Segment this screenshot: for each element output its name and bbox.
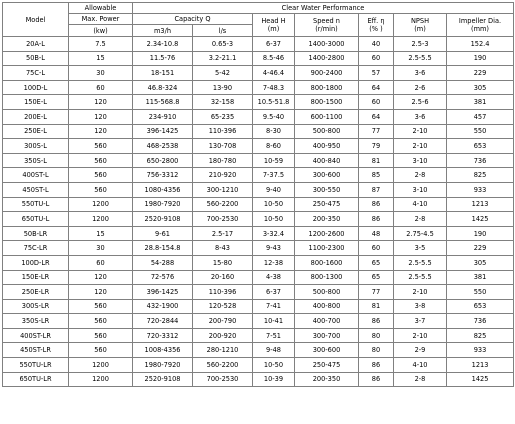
- cell-speed: 800-1300: [295, 270, 359, 285]
- table-row: [3, 95, 514, 110]
- cell-capacity-m3h: 396-1425: [133, 124, 193, 139]
- cell-efficiency: 81: [359, 153, 394, 168]
- cell-speed: 300-600: [295, 168, 359, 183]
- cell-speed: 300-600: [295, 343, 359, 358]
- cell-speed: 800-1500: [295, 95, 359, 110]
- cell-head: 10.5-51.8: [253, 95, 295, 110]
- cell-npsh: 2-10: [394, 124, 447, 139]
- cell-head: 9.5-40: [253, 109, 295, 124]
- cell-npsh: 4-10: [394, 358, 447, 373]
- cell-model: 650TU-LR: [3, 372, 69, 387]
- cell-speed: 900-2400: [295, 66, 359, 81]
- cell-npsh: 2-8: [394, 372, 447, 387]
- cell-npsh: 3-8: [394, 299, 447, 314]
- header-capacity-ls: l/s: [193, 25, 253, 37]
- cell-capacity-m3h: 720-2844: [133, 314, 193, 329]
- cell-model: 300S-L: [3, 139, 69, 154]
- cell-impeller-dia: 190: [447, 51, 514, 66]
- cell-max-power: 120: [69, 270, 133, 285]
- cell-efficiency: 48: [359, 226, 394, 241]
- table-row: [3, 358, 514, 373]
- cell-head: 10-39: [253, 372, 295, 387]
- cell-head: 7-51: [253, 328, 295, 343]
- cell-impeller-dia: 457: [447, 109, 514, 124]
- cell-max-power: 15: [69, 226, 133, 241]
- cell-capacity-m3h: 2520-9108: [133, 372, 193, 387]
- cell-impeller-dia: 653: [447, 139, 514, 154]
- cell-capacity-ls: 700-2530: [193, 372, 253, 387]
- cell-model: 450ST-L: [3, 182, 69, 197]
- cell-capacity-m3h: 28.8-154.8: [133, 241, 193, 256]
- cell-speed: 600-1100: [295, 109, 359, 124]
- cell-impeller-dia: 736: [447, 153, 514, 168]
- cell-model: 250E-LR: [3, 285, 69, 300]
- header-impeller-label: Impeller Dia.: [458, 17, 502, 25]
- cell-capacity-ls: 5-42: [193, 66, 253, 81]
- cell-impeller-dia: 825: [447, 328, 514, 343]
- cell-speed: 1200-2600: [295, 226, 359, 241]
- cell-head: 10-59: [253, 153, 295, 168]
- cell-impeller-dia: 229: [447, 66, 514, 81]
- cell-npsh: 3-6: [394, 66, 447, 81]
- cell-npsh: 3-7: [394, 314, 447, 329]
- cell-impeller-dia: 550: [447, 124, 514, 139]
- header-eff: [359, 14, 394, 37]
- table-row: [3, 124, 514, 139]
- cell-capacity-m3h: 468-2538: [133, 139, 193, 154]
- table-header: [3, 3, 514, 37]
- header-capacity: Capacity Q: [133, 14, 253, 25]
- cell-capacity-m3h: 1980-7920: [133, 358, 193, 373]
- cell-efficiency: 79: [359, 139, 394, 154]
- cell-impeller-dia: 305: [447, 80, 514, 95]
- header-allowable-2: Max. Power: [69, 14, 133, 25]
- cell-max-power: 560: [69, 328, 133, 343]
- header-npsh-unit: (m): [414, 25, 426, 33]
- cell-impeller-dia: 933: [447, 182, 514, 197]
- cell-npsh: 2-10: [394, 139, 447, 154]
- cell-capacity-m3h: 9-61: [133, 226, 193, 241]
- cell-model: 650TU-L: [3, 212, 69, 227]
- cell-head: 8.5-46: [253, 51, 295, 66]
- cell-impeller-dia: 1213: [447, 197, 514, 212]
- cell-efficiency: 60: [359, 95, 394, 110]
- cell-npsh: 2.5-3: [394, 37, 447, 52]
- cell-efficiency: 40: [359, 37, 394, 52]
- cell-capacity-ls: 0.65-3: [193, 37, 253, 52]
- cell-capacity-m3h: 720-3312: [133, 328, 193, 343]
- cell-model: 150E-LR: [3, 270, 69, 285]
- cell-capacity-ls: 110-396: [193, 124, 253, 139]
- cell-model: 200E-L: [3, 109, 69, 124]
- cell-efficiency: 86: [359, 372, 394, 387]
- table-row: [3, 343, 514, 358]
- cell-speed: 800-1800: [295, 80, 359, 95]
- cell-npsh: 2.5-5.5: [394, 51, 447, 66]
- cell-npsh: 4-10: [394, 197, 447, 212]
- cell-head: 7-41: [253, 299, 295, 314]
- cell-speed: 300-550: [295, 182, 359, 197]
- cell-speed: 250-475: [295, 358, 359, 373]
- cell-impeller-dia: 550: [447, 285, 514, 300]
- cell-model: 250E-L: [3, 124, 69, 139]
- header-row-2: [3, 14, 514, 25]
- cell-speed: 800-1600: [295, 255, 359, 270]
- table-row: [3, 372, 514, 387]
- header-speed: [295, 14, 359, 37]
- cell-speed: 1100-2300: [295, 241, 359, 256]
- table-body: [3, 37, 514, 387]
- header-row-1: [3, 3, 514, 14]
- table-row: [3, 153, 514, 168]
- cell-model: 350S-L: [3, 153, 69, 168]
- cell-model: 350S-LR: [3, 314, 69, 329]
- cell-model: 400ST-L: [3, 168, 69, 183]
- cell-model: 150E-L: [3, 95, 69, 110]
- cell-impeller-dia: 190: [447, 226, 514, 241]
- table-row: [3, 314, 514, 329]
- cell-model: 550TU-L: [3, 197, 69, 212]
- table-row: [3, 197, 514, 212]
- cell-head: 9-48: [253, 343, 295, 358]
- cell-impeller-dia: 381: [447, 270, 514, 285]
- cell-head: 9-40: [253, 182, 295, 197]
- cell-max-power: 560: [69, 314, 133, 329]
- cell-max-power: 7.5: [69, 37, 133, 52]
- cell-efficiency: 80: [359, 328, 394, 343]
- cell-model: 450ST-LR: [3, 343, 69, 358]
- cell-npsh: 2-6: [394, 80, 447, 95]
- cell-speed: 400-700: [295, 314, 359, 329]
- table-row: [3, 270, 514, 285]
- cell-impeller-dia: 229: [447, 241, 514, 256]
- cell-capacity-m3h: 756-3312: [133, 168, 193, 183]
- cell-impeller-dia: 305: [447, 255, 514, 270]
- cell-npsh: 2.5-5.5: [394, 255, 447, 270]
- cell-head: 8-30: [253, 124, 295, 139]
- cell-capacity-ls: 560-2200: [193, 358, 253, 373]
- cell-model: 300S-LR: [3, 299, 69, 314]
- cell-capacity-m3h: 234-910: [133, 109, 193, 124]
- cell-max-power: 15: [69, 51, 133, 66]
- cell-max-power: 560: [69, 299, 133, 314]
- cell-npsh: 3-5: [394, 241, 447, 256]
- cell-efficiency: 57: [359, 66, 394, 81]
- cell-model: 75C-L: [3, 66, 69, 81]
- header-eff-unit: (% ): [369, 25, 383, 33]
- cell-efficiency: 64: [359, 109, 394, 124]
- cell-capacity-ls: 130-708: [193, 139, 253, 154]
- cell-impeller-dia: 653: [447, 299, 514, 314]
- table-row: [3, 226, 514, 241]
- cell-speed: 200-350: [295, 212, 359, 227]
- cell-capacity-m3h: 115-568.8: [133, 95, 193, 110]
- cell-npsh: 3-10: [394, 182, 447, 197]
- cell-efficiency: 64: [359, 80, 394, 95]
- cell-impeller-dia: 933: [447, 343, 514, 358]
- cell-max-power: 1200: [69, 212, 133, 227]
- cell-capacity-ls: 280-1210: [193, 343, 253, 358]
- cell-head: 4-38: [253, 270, 295, 285]
- header-npsh-label: NPSH: [410, 17, 430, 25]
- cell-max-power: 120: [69, 285, 133, 300]
- cell-capacity-m3h: 396-1425: [133, 285, 193, 300]
- header-clear-water: Clear Water Performance: [133, 3, 514, 14]
- cell-efficiency: 60: [359, 241, 394, 256]
- cell-npsh: 2.75-4.5: [394, 226, 447, 241]
- table-row: [3, 299, 514, 314]
- cell-speed: 400-950: [295, 139, 359, 154]
- cell-model: 100D-LR: [3, 255, 69, 270]
- header-speed-label: Speed n: [313, 17, 340, 25]
- cell-capacity-ls: 180-780: [193, 153, 253, 168]
- table-row: [3, 241, 514, 256]
- cell-max-power: 120: [69, 124, 133, 139]
- cell-max-power: 1200: [69, 358, 133, 373]
- cell-impeller-dia: 1425: [447, 372, 514, 387]
- cell-efficiency: 86: [359, 197, 394, 212]
- cell-efficiency: 86: [359, 358, 394, 373]
- cell-head: 10-50: [253, 197, 295, 212]
- cell-impeller-dia: 1213: [447, 358, 514, 373]
- table-row: [3, 182, 514, 197]
- cell-efficiency: 86: [359, 314, 394, 329]
- cell-capacity-m3h: 1080-4356: [133, 182, 193, 197]
- cell-capacity-ls: 110-396: [193, 285, 253, 300]
- cell-max-power: 560: [69, 343, 133, 358]
- table-row: [3, 80, 514, 95]
- cell-impeller-dia: 381: [447, 95, 514, 110]
- cell-efficiency: 77: [359, 285, 394, 300]
- cell-capacity-ls: 15-80: [193, 255, 253, 270]
- cell-capacity-ls: 32-158: [193, 95, 253, 110]
- cell-npsh: 2-9: [394, 343, 447, 358]
- cell-head: 12-38: [253, 255, 295, 270]
- cell-efficiency: 77: [359, 124, 394, 139]
- cell-efficiency: 65: [359, 255, 394, 270]
- spec-table-container: [2, 2, 513, 387]
- cell-head: 6-37: [253, 37, 295, 52]
- cell-speed: 300-700: [295, 328, 359, 343]
- cell-capacity-ls: 300-1210: [193, 182, 253, 197]
- cell-capacity-ls: 13-90: [193, 80, 253, 95]
- cell-capacity-m3h: 46.8-324: [133, 80, 193, 95]
- cell-max-power: 30: [69, 66, 133, 81]
- cell-speed: 1400-2800: [295, 51, 359, 66]
- cell-impeller-dia: 1425: [447, 212, 514, 227]
- header-impeller: [447, 14, 514, 37]
- cell-npsh: 2-10: [394, 328, 447, 343]
- header-head-unit: (m): [267, 25, 280, 33]
- table-row: [3, 51, 514, 66]
- cell-efficiency: 81: [359, 299, 394, 314]
- cell-efficiency: 65: [359, 270, 394, 285]
- cell-model: 50B-L: [3, 51, 69, 66]
- cell-speed: 250-475: [295, 197, 359, 212]
- cell-capacity-ls: 200-920: [193, 328, 253, 343]
- cell-efficiency: 85: [359, 168, 394, 183]
- cell-max-power: 1200: [69, 372, 133, 387]
- cell-capacity-m3h: 11.5-76: [133, 51, 193, 66]
- header-head-label: Head H: [261, 17, 286, 25]
- cell-npsh: 3-6: [394, 109, 447, 124]
- cell-capacity-m3h: 54-288: [133, 255, 193, 270]
- cell-capacity-m3h: 18-151: [133, 66, 193, 81]
- cell-efficiency: 80: [359, 343, 394, 358]
- cell-head: 10-50: [253, 212, 295, 227]
- cell-head: 10-50: [253, 358, 295, 373]
- cell-capacity-m3h: 1980-7920: [133, 197, 193, 212]
- table-row: [3, 109, 514, 124]
- cell-efficiency: 60: [359, 51, 394, 66]
- cell-head: 4-46.4: [253, 66, 295, 81]
- cell-capacity-m3h: 432-1900: [133, 299, 193, 314]
- cell-capacity-m3h: 2.34-10.8: [133, 37, 193, 52]
- cell-capacity-ls: 210-920: [193, 168, 253, 183]
- cell-npsh: 2-10: [394, 285, 447, 300]
- cell-capacity-ls: 200-790: [193, 314, 253, 329]
- header-model: Model: [3, 3, 69, 37]
- cell-model: 550TU-LR: [3, 358, 69, 373]
- cell-capacity-ls: 2.5-17: [193, 226, 253, 241]
- cell-capacity-m3h: 1008-4356: [133, 343, 193, 358]
- cell-speed: 500-800: [295, 124, 359, 139]
- cell-max-power: 560: [69, 153, 133, 168]
- header-allowable-1: Allowable: [69, 3, 133, 14]
- cell-capacity-m3h: 2520-9108: [133, 212, 193, 227]
- cell-efficiency: 86: [359, 212, 394, 227]
- cell-max-power: 560: [69, 168, 133, 183]
- table-row: [3, 255, 514, 270]
- cell-model: 100D-L: [3, 80, 69, 95]
- header-eff-label: Eff. η: [367, 17, 385, 25]
- cell-speed: 400-840: [295, 153, 359, 168]
- cell-impeller-dia: 736: [447, 314, 514, 329]
- header-head: [253, 14, 295, 37]
- cell-head: 7-48.3: [253, 80, 295, 95]
- cell-npsh: 2-8: [394, 168, 447, 183]
- table-row: [3, 212, 514, 227]
- cell-capacity-m3h: 650-2800: [133, 153, 193, 168]
- cell-efficiency: 87: [359, 182, 394, 197]
- table-row: [3, 285, 514, 300]
- header-capacity-m3h: m3/h: [133, 25, 193, 37]
- cell-capacity-ls: 560-2200: [193, 197, 253, 212]
- header-npsh: [394, 14, 447, 37]
- cell-capacity-m3h: 72-576: [133, 270, 193, 285]
- cell-impeller-dia: 825: [447, 168, 514, 183]
- cell-max-power: 1200: [69, 197, 133, 212]
- cell-npsh: 2-8: [394, 212, 447, 227]
- cell-max-power: 120: [69, 95, 133, 110]
- cell-npsh: 2.5-6: [394, 95, 447, 110]
- table-row: [3, 139, 514, 154]
- table-row: [3, 37, 514, 52]
- cell-head: 10-41: [253, 314, 295, 329]
- header-power-unit: (kw): [69, 25, 133, 37]
- cell-capacity-ls: 8-43: [193, 241, 253, 256]
- cell-max-power: 120: [69, 109, 133, 124]
- cell-max-power: 30: [69, 241, 133, 256]
- header-impeller-unit: (mm): [471, 25, 490, 33]
- cell-capacity-ls: 20-160: [193, 270, 253, 285]
- cell-head: 8-60: [253, 139, 295, 154]
- cell-head: 7-37.5: [253, 168, 295, 183]
- cell-model: 400ST-LR: [3, 328, 69, 343]
- cell-max-power: 60: [69, 255, 133, 270]
- table-row: [3, 66, 514, 81]
- pump-performance-table: [2, 2, 514, 387]
- cell-max-power: 60: [69, 80, 133, 95]
- cell-capacity-ls: 65-235: [193, 109, 253, 124]
- cell-model: 50B-LR: [3, 226, 69, 241]
- cell-npsh: 3-10: [394, 153, 447, 168]
- cell-speed: 400-800: [295, 299, 359, 314]
- cell-head: 9-43: [253, 241, 295, 256]
- cell-capacity-ls: 3.2-21.1: [193, 51, 253, 66]
- header-speed-unit: (r/min): [315, 25, 338, 33]
- cell-speed: 500-800: [295, 285, 359, 300]
- cell-max-power: 560: [69, 182, 133, 197]
- table-row: [3, 168, 514, 183]
- cell-max-power: 560: [69, 139, 133, 154]
- cell-speed: 1400-3000: [295, 37, 359, 52]
- cell-capacity-ls: 700-2530: [193, 212, 253, 227]
- cell-speed: 200-350: [295, 372, 359, 387]
- cell-model: 75C-LR: [3, 241, 69, 256]
- cell-model: 20A-L: [3, 37, 69, 52]
- cell-head: 3-32.4: [253, 226, 295, 241]
- cell-npsh: 2.5-5.5: [394, 270, 447, 285]
- cell-capacity-ls: 120-528: [193, 299, 253, 314]
- cell-head: 6-37: [253, 285, 295, 300]
- cell-impeller-dia: 152.4: [447, 37, 514, 52]
- table-row: [3, 328, 514, 343]
